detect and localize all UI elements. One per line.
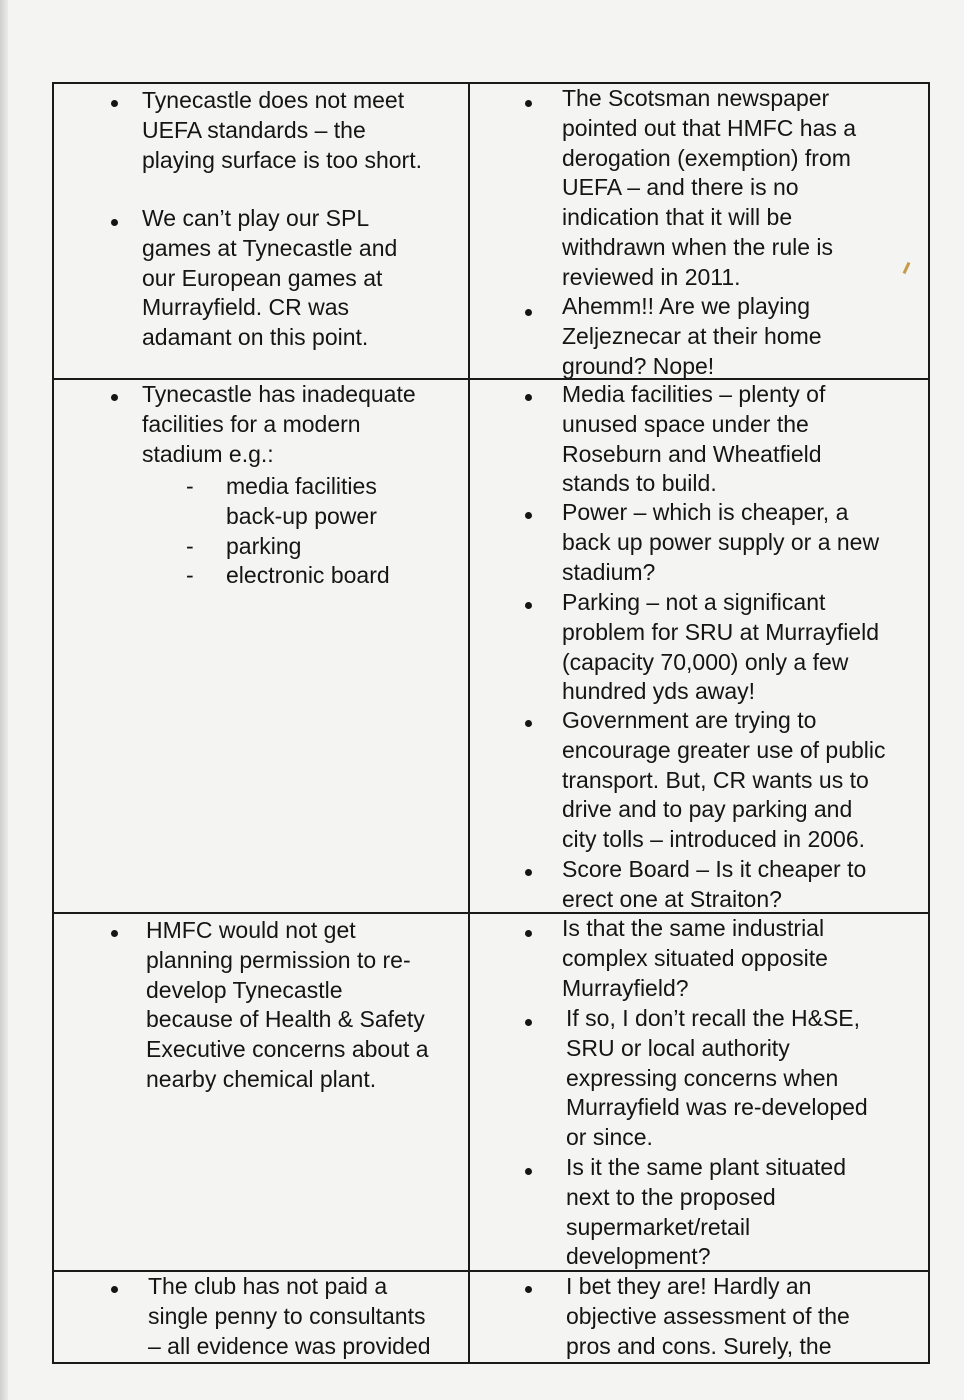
claim-text: HMFC would not get planning permission to re- develop Tynecastle because of Health & Safety Executive concerns about a nearby chemical plant.: [146, 917, 429, 1092]
response-cell: [470, 1272, 928, 1364]
claim-cell: Tynecastle has inadequate facilities for a modern stadium e.g.: - media facilities back-up power - parking - electronic board: [54, 380, 470, 912]
bullet-dot: [525, 512, 532, 519]
bullet-dot: [111, 1286, 118, 1293]
response-text: If so, I don’t recall the H&SE, SRU or local authority expressing concerns when Murrayfield was re-developed or since.: [566, 1005, 868, 1151]
page-edge: [0, 0, 8, 1400]
response-cell: [470, 84, 928, 378]
bullet-dot: [525, 100, 532, 107]
bullet-dot: [525, 1286, 532, 1293]
bullet-dot: [111, 930, 118, 937]
table-row: [54, 380, 928, 914]
comparison-table: [52, 82, 930, 1364]
bullet-dot: [111, 100, 118, 107]
claim-cell: [54, 914, 470, 1270]
table-row: [54, 84, 928, 380]
bullet-dot: [111, 394, 118, 401]
bullet-dot: [525, 1168, 532, 1175]
response-text: Is that the same industrial complex situated opposite Murrayfield?: [562, 915, 828, 1001]
bullet-dot: [525, 930, 532, 937]
response-text: Parking – not a significant problem for SRU at Murrayfield (capacity 70,000) only a few hundred yds away!: [562, 589, 879, 705]
response-text: Ahemm!! Are we playing Zeljeznecar at their home ground? Nope!: [562, 293, 822, 378]
claim-cell: [54, 84, 470, 378]
bullet-dot: [525, 1019, 532, 1026]
response-text: The Scotsman newspaper pointed out that HMFC has a derogation (exemption) from UEFA – and there is no indication that it will be withdrawn when the rule is reviewed in 2011.: [562, 85, 857, 290]
claim-text: We can’t play our SPL games at Tynecastle and our European games at Murrayfield. CR was adamant on this point.: [142, 205, 398, 351]
response-cell: [470, 380, 928, 912]
claim-text: Tynecastle has inadequate facilities for a modern stadium e.g.:: [142, 381, 416, 467]
response-text: Media facilities – plenty of unused space under the Roseburn and Wheatfield stands to build.: [562, 381, 826, 497]
bullet-dot: [525, 720, 532, 727]
bullet-dot: [525, 602, 532, 609]
response-cell: [470, 914, 928, 1270]
claim-cell: [54, 1272, 470, 1364]
claim-text: The club has not paid a single penny to consultants – all evidence was provided: [148, 1273, 431, 1359]
table-row: [54, 1272, 928, 1364]
bullet-dot: [525, 309, 532, 316]
response-text: Score Board – Is it cheaper to erect one at Straiton?: [562, 856, 867, 912]
response-text: Government are trying to encourage greater use of public transport. But, CR wants us to drive and to pay parking and city tolls – introduced in 2006.: [562, 707, 886, 853]
bullet-dot: [525, 394, 532, 401]
claim-text: Tynecastle does not meet UEFA standards – the playing surface is too short.: [142, 87, 422, 173]
response-text: I bet they are! Hardly an objective assessment of the pros and cons. Surely, the: [566, 1273, 850, 1359]
bullet-dot: [525, 869, 532, 876]
bullet-dot: [111, 219, 118, 226]
response-text: Power – which is cheaper, a back up power supply or a new stadium?: [562, 499, 880, 585]
response-text: Is it the same plant situated next to the proposed supermarket/retail development?: [566, 1154, 846, 1270]
table-row: [54, 914, 928, 1272]
